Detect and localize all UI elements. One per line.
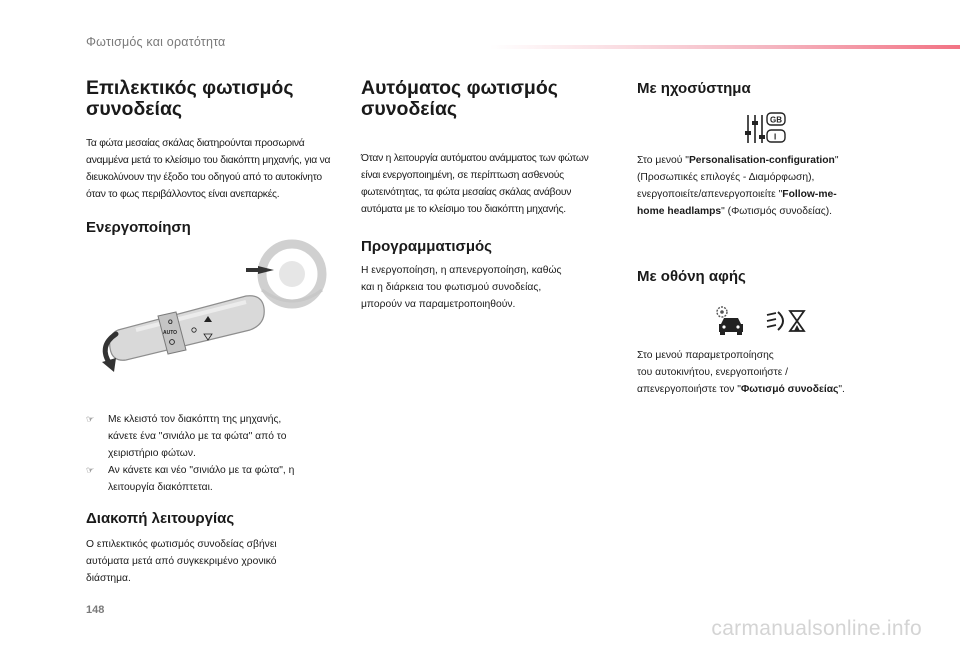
touch-screen-heading: Με οθόνη αφής (637, 268, 746, 285)
left-title: Επιλεκτικός φωτισμός συνοδείας (86, 77, 294, 120)
middle-intro: Όταν η λειτουργία αυτόματου ανάμματος των φώτων είναι ενεργοποιημένη, σε περίπτωση ασθενούς φωτεινότητας, τα φώτα μεσαίας σκάλας ανάβουν αυτόματα με το κλείσιμο του διακόπτη μηχανής. (361, 153, 589, 215)
hand-pointer-icon: ☞ (86, 414, 95, 424)
touch-screen-instructions: Στο μενού παραμετροποίησης του αυτοκινήτου, ενεργοποιήστε / απενεργοποιήστε τον "Φωτισμό συνοδείας". (637, 350, 845, 395)
programming-heading: Προγραμματισμός (361, 238, 492, 255)
follow-me-home-icon (766, 309, 806, 333)
gb-label: GB (770, 115, 782, 125)
audio-settings-icon (744, 111, 788, 147)
middle-title: Αυτόματος φωτισμός συνοδείας (361, 77, 558, 120)
page-number: 148 (86, 604, 105, 616)
list-item: ☞ Με κλειστό τον διακόπτη της μηχανής, κάνετε ένα "σινιάλο με τα φώτα" από το χειριστήριο φώτων. (86, 411, 346, 462)
programming-text: Η ενεργοποίηση, η απενεργοποίηση, καθώς και η διάρκεια του φωτισμού συνοδείας, μπορούν να παραμετροποιηθούν. (361, 265, 562, 310)
light-stalk-illustration (96, 238, 346, 378)
hand-pointer-icon: ☞ (86, 465, 95, 475)
left-column (86, 78, 346, 236)
list-item: ☞ Αν κάνετε και νέο "σινιάλο με τα φώτα", η λειτουργία διακόπτεται. (86, 462, 346, 496)
touch-screen-section (637, 268, 907, 285)
activation-steps (86, 411, 346, 587)
light-stalk (110, 296, 265, 361)
vehicle-settings-icon (712, 304, 748, 338)
left-intro: Τα φώτα μεσαίας σκάλας διατηρούνται προσωρινά αναμμένα μετά το κλείσιμο του διακόπτη μηχανής, για να διευκολύνουν την έξοδο του οδηγού από το αυτοκίνητο όταν το φως περιβάλλοντος είναι ανεπαρκές. (86, 138, 331, 200)
audio-instructions: Στο μενού "Personalisation-configuration" (Προσωπικές επιλογές - Διαμόρφωση), ενεργοποιείτε/απενεργοποιείτε "Follow-me- home headlamps" (Φωτισμός συνοδείας). (637, 155, 839, 217)
section-header-title: Φωτισμός και ορατότητα (86, 35, 226, 49)
info-i-label: I (774, 132, 777, 142)
stalk-label-auto: AUTO (163, 330, 178, 336)
right-column (637, 80, 907, 97)
header-accent-line (490, 45, 960, 49)
audio-system-heading: Με ηχοσύστημα (637, 80, 751, 97)
watermark: carmanualsonline.info (711, 617, 922, 640)
activation-heading: Ενεργοποίηση (86, 219, 191, 236)
stop-heading: Διακοπή λειτουργίας (86, 510, 235, 527)
middle-column (361, 78, 621, 313)
stop-text: Ο επιλεκτικός φωτισμός συνοδείας σβήνει αυτόματα μετά από συγκεκριμένο χρονικό διάστημα. (86, 539, 277, 584)
stalk-label-o: O (168, 320, 173, 326)
